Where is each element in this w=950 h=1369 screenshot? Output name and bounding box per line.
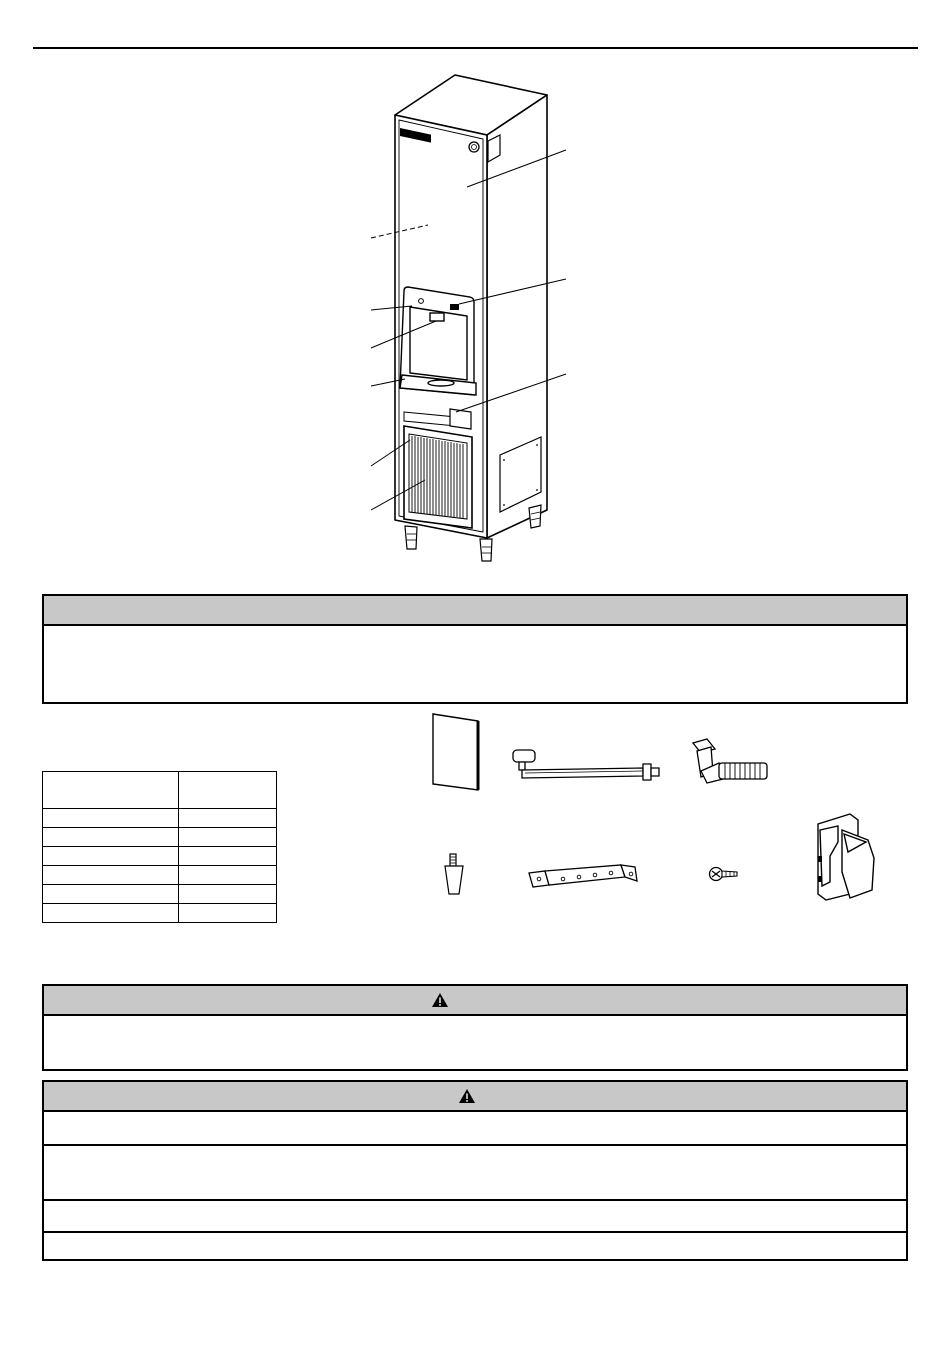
mounting-bracket-icon	[525, 857, 640, 895]
warning-panel	[42, 984, 908, 1071]
table-row	[43, 866, 277, 885]
warning-triangle-icon	[458, 1088, 476, 1104]
caution-panel-header	[44, 1082, 906, 1112]
warning-triangle-icon	[431, 992, 449, 1008]
power-cord-cover-icon	[808, 812, 880, 902]
table-cell	[43, 904, 179, 923]
manual-booklet-icon	[430, 712, 482, 792]
table-cell	[179, 904, 277, 923]
table-row	[43, 885, 277, 904]
caution-row	[44, 1231, 906, 1259]
table-cell	[43, 885, 179, 904]
table-cell	[179, 772, 277, 809]
table-cell	[43, 847, 179, 866]
dispenser-cabinet-illustration	[350, 70, 580, 570]
table-header-row	[43, 772, 277, 809]
table-row	[43, 904, 277, 923]
caution-row	[44, 1112, 906, 1144]
table-row	[43, 809, 277, 828]
caution-panel	[42, 1080, 908, 1261]
table-cell	[179, 809, 277, 828]
table-cell	[43, 828, 179, 847]
table-cell	[179, 847, 277, 866]
table-cell	[43, 772, 179, 809]
caution-row	[44, 1199, 906, 1231]
table-cell	[179, 828, 277, 847]
warning-panel-header	[44, 986, 906, 1016]
screw-icon	[707, 862, 741, 886]
water-supply-hose-icon	[503, 742, 663, 790]
adjustable-leg-icon	[441, 852, 467, 898]
table-cell	[179, 866, 277, 885]
accessories-table	[42, 771, 277, 923]
drain-hose-elbow-icon	[683, 737, 775, 787]
table-cell	[43, 809, 179, 828]
info-panel-body	[44, 626, 906, 702]
info-panel-header	[44, 596, 906, 626]
info-panel	[42, 594, 908, 704]
table-cell	[179, 885, 277, 904]
table-cell	[43, 866, 179, 885]
top-rule	[33, 47, 918, 49]
table-row	[43, 847, 277, 866]
warning-panel-body	[44, 1016, 906, 1069]
table-row	[43, 828, 277, 847]
caution-row	[44, 1144, 906, 1199]
